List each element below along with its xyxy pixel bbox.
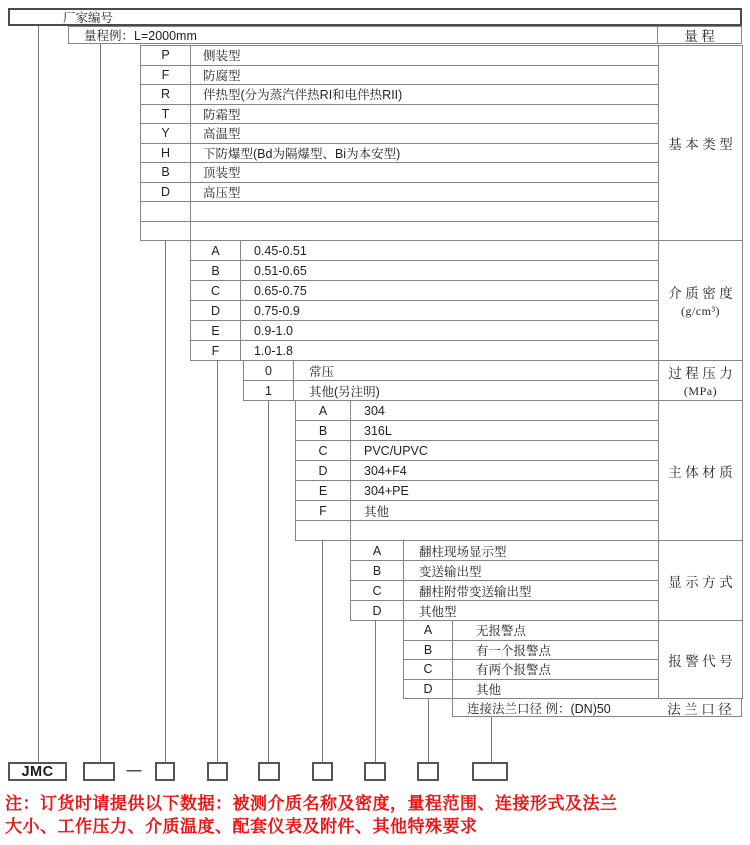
- code-slot-box: [83, 762, 115, 781]
- connector-line: [268, 400, 269, 762]
- body-material-code-cell: [296, 521, 351, 541]
- connector-line: [375, 620, 376, 762]
- basic-type-row: [141, 46, 743, 66]
- display-mode-code-cell: D: [351, 601, 404, 621]
- connector-line: [217, 360, 218, 762]
- basic-type-category-label: [659, 46, 743, 241]
- body-material-desc-cell: 其他: [351, 501, 659, 521]
- flange-category-label: [658, 698, 742, 717]
- medium-density-code-cell: A: [191, 241, 241, 261]
- medium-density-label-text: 介质密度: [668, 286, 737, 301]
- body-material-desc-cell: PVC/UPVC: [351, 441, 659, 461]
- process-pressure-row: [244, 361, 743, 381]
- code-slot-box: [155, 762, 175, 781]
- body-material-code-cell: D: [296, 461, 351, 481]
- flange-row: [452, 698, 659, 717]
- basic-type-desc-cell: 高温型: [191, 124, 659, 144]
- medium-density-code-cell: E: [191, 321, 241, 341]
- alarm-code-desc-cell: 有两个报警点: [453, 660, 659, 680]
- ordering-note: [5, 792, 747, 838]
- medium-density-desc-cell: 0.75-0.9: [241, 301, 659, 321]
- body-material-category-label: [659, 401, 743, 541]
- display-mode-desc-cell: 翻柱附带变送输出型: [404, 581, 659, 601]
- basic-type-row: [141, 124, 743, 144]
- alarm-code-code-cell: D: [404, 679, 453, 699]
- flange-row-text: 连接法兰口径 例：(DN)50: [467, 701, 611, 716]
- body-material-desc-cell: 316L: [351, 421, 659, 441]
- alarm-code-code-cell: B: [404, 640, 453, 660]
- display-mode-desc-cell: 其他型: [404, 601, 659, 621]
- medium-density-code-cell: B: [191, 261, 241, 281]
- basic-type-code-cell: R: [141, 85, 191, 105]
- process-pressure-label-text: 过程压力: [668, 366, 737, 381]
- alarm-code-desc-cell: 无报警点: [453, 621, 659, 641]
- basic-type-desc-cell: 侧装型: [191, 46, 659, 66]
- model-prefix-text: JMC: [21, 763, 54, 780]
- medium-density-code-cell: D: [191, 301, 241, 321]
- body-material-label-text: 主体材质: [668, 464, 737, 480]
- basic-type-code-cell: P: [141, 46, 191, 66]
- ordering-note-line2: 大小、工作压力、介质温度、配套仪表及附件、其他特殊要求: [5, 817, 478, 836]
- basic-type-desc-cell: 下防爆型(Bd为隔爆型、Bi为本安型): [191, 143, 659, 163]
- code-slot-box: [207, 762, 228, 781]
- medium-density-unit-text: (g/cm³): [680, 304, 721, 318]
- basic-type-row: [141, 65, 743, 85]
- basic-type-desc-cell: 伴热型(分为蒸汽伴热RI和电伴热RII): [191, 85, 659, 105]
- body-material-row: [296, 401, 743, 421]
- medium-density-category-label: [659, 241, 743, 361]
- display-mode-category-label: [659, 541, 743, 621]
- ordering-note-line1: 注：订货时请提供以下数据：被测介质名称及密度，量程范围、连接形式及法兰: [5, 794, 618, 813]
- model-code-separator: —: [126, 761, 142, 779]
- code-slot-box: [417, 762, 439, 781]
- basic-type-desc-cell: 高压型: [191, 182, 659, 202]
- section-medium-density: [190, 240, 743, 361]
- basic-type-desc-cell: 防霜型: [191, 104, 659, 124]
- basic-type-code-cell: Y: [141, 124, 191, 144]
- process-pressure-code-cell: 1: [244, 381, 294, 401]
- display-mode-row: [351, 541, 743, 561]
- alarm-code-category-label: [659, 621, 743, 699]
- manufacturer-no-label: 厂家编号: [63, 11, 114, 25]
- section-alarm-code: [403, 620, 743, 699]
- basic-type-row: [141, 163, 743, 183]
- alarm-code-row: [404, 621, 743, 641]
- alarm-code-code-cell: A: [404, 621, 453, 641]
- basic-type-code-cell: B: [141, 163, 191, 183]
- medium-density-desc-cell: 0.65-0.75: [241, 281, 659, 301]
- body-material-desc-cell: 304+PE: [351, 481, 659, 501]
- connector-line: [38, 26, 39, 762]
- connector-line: [491, 717, 492, 762]
- alarm-code-label-text: 报警代号: [668, 653, 737, 669]
- section-process-pressure: [243, 360, 743, 401]
- basic-type-label-text: 基本类型: [668, 137, 737, 152]
- basic-type-row: [141, 104, 743, 124]
- alarm-code-desc-cell: 有一个报警点: [453, 640, 659, 660]
- basic-type-code-cell: [141, 202, 191, 222]
- manufacturer-no-row: [8, 8, 742, 26]
- medium-density-desc-cell: 0.9-1.0: [241, 321, 659, 341]
- medium-density-desc-cell: 0.51-0.65: [241, 261, 659, 281]
- basic-type-row: [141, 221, 743, 241]
- basic-type-code-cell: F: [141, 65, 191, 85]
- body-material-code-cell: B: [296, 421, 351, 441]
- basic-type-desc-cell: 防腐型: [191, 65, 659, 85]
- display-mode-label-text: 显示方式: [668, 574, 737, 590]
- display-mode-desc-cell: 变送输出型: [404, 561, 659, 581]
- connector-line: [322, 540, 323, 762]
- process-pressure-unit-text: (MPa): [683, 384, 718, 398]
- range-label-text: 量程: [684, 29, 719, 44]
- body-material-code-cell: E: [296, 481, 351, 501]
- basic-type-desc-cell: 顶装型: [191, 163, 659, 183]
- medium-density-desc-cell: 1.0-1.8: [241, 341, 659, 361]
- basic-type-code-cell: D: [141, 182, 191, 202]
- medium-density-desc-cell: 0.45-0.51: [241, 241, 659, 261]
- range-example-text: 量程例：L=2000mm: [84, 29, 197, 43]
- code-slot-box: [472, 762, 508, 781]
- process-pressure-category-label: [659, 361, 743, 401]
- body-material-desc-cell: 304+F4: [351, 461, 659, 481]
- medium-density-code-cell: C: [191, 281, 241, 301]
- basic-type-row: [141, 202, 743, 222]
- body-material-code-cell: F: [296, 501, 351, 521]
- basic-type-row: [141, 143, 743, 163]
- body-material-desc-cell: [351, 521, 659, 541]
- code-slot-box: [364, 762, 386, 781]
- medium-density-row: [191, 241, 743, 261]
- display-mode-desc-cell: 翻柱现场显示型: [404, 541, 659, 561]
- code-slot-box: [258, 762, 280, 781]
- body-material-code-cell: A: [296, 401, 351, 421]
- process-pressure-code-cell: 0: [244, 361, 294, 381]
- display-mode-code-cell: A: [351, 541, 404, 561]
- connector-line: [100, 44, 101, 762]
- connector-line: [165, 240, 166, 762]
- process-pressure-desc-cell: 常压: [294, 361, 659, 381]
- medium-density-code-cell: F: [191, 341, 241, 361]
- section-basic-type: [140, 45, 743, 241]
- section-display-mode: [350, 540, 743, 621]
- body-material-desc-cell: 304: [351, 401, 659, 421]
- section-body-material: [295, 400, 743, 541]
- basic-type-desc-cell: [191, 221, 659, 241]
- display-mode-code-cell: B: [351, 561, 404, 581]
- display-mode-code-cell: C: [351, 581, 404, 601]
- alarm-code-code-cell: C: [404, 660, 453, 680]
- basic-type-row: [141, 85, 743, 105]
- process-pressure-desc-cell: 其他(另注明): [294, 381, 659, 401]
- connector-line: [428, 698, 429, 762]
- code-slot-box: [312, 762, 333, 781]
- basic-type-desc-cell: [191, 202, 659, 222]
- alarm-code-desc-cell: 其他: [453, 679, 659, 699]
- range-row: [68, 26, 658, 44]
- model-prefix-box: [8, 762, 67, 781]
- flange-label-text: 法兰口径: [667, 701, 736, 717]
- basic-type-code-cell: T: [141, 104, 191, 124]
- basic-type-code-cell: [141, 221, 191, 241]
- body-material-code-cell: C: [296, 441, 351, 461]
- range-category-label: [658, 26, 742, 44]
- basic-type-code-cell: H: [141, 143, 191, 163]
- basic-type-row: [141, 182, 743, 202]
